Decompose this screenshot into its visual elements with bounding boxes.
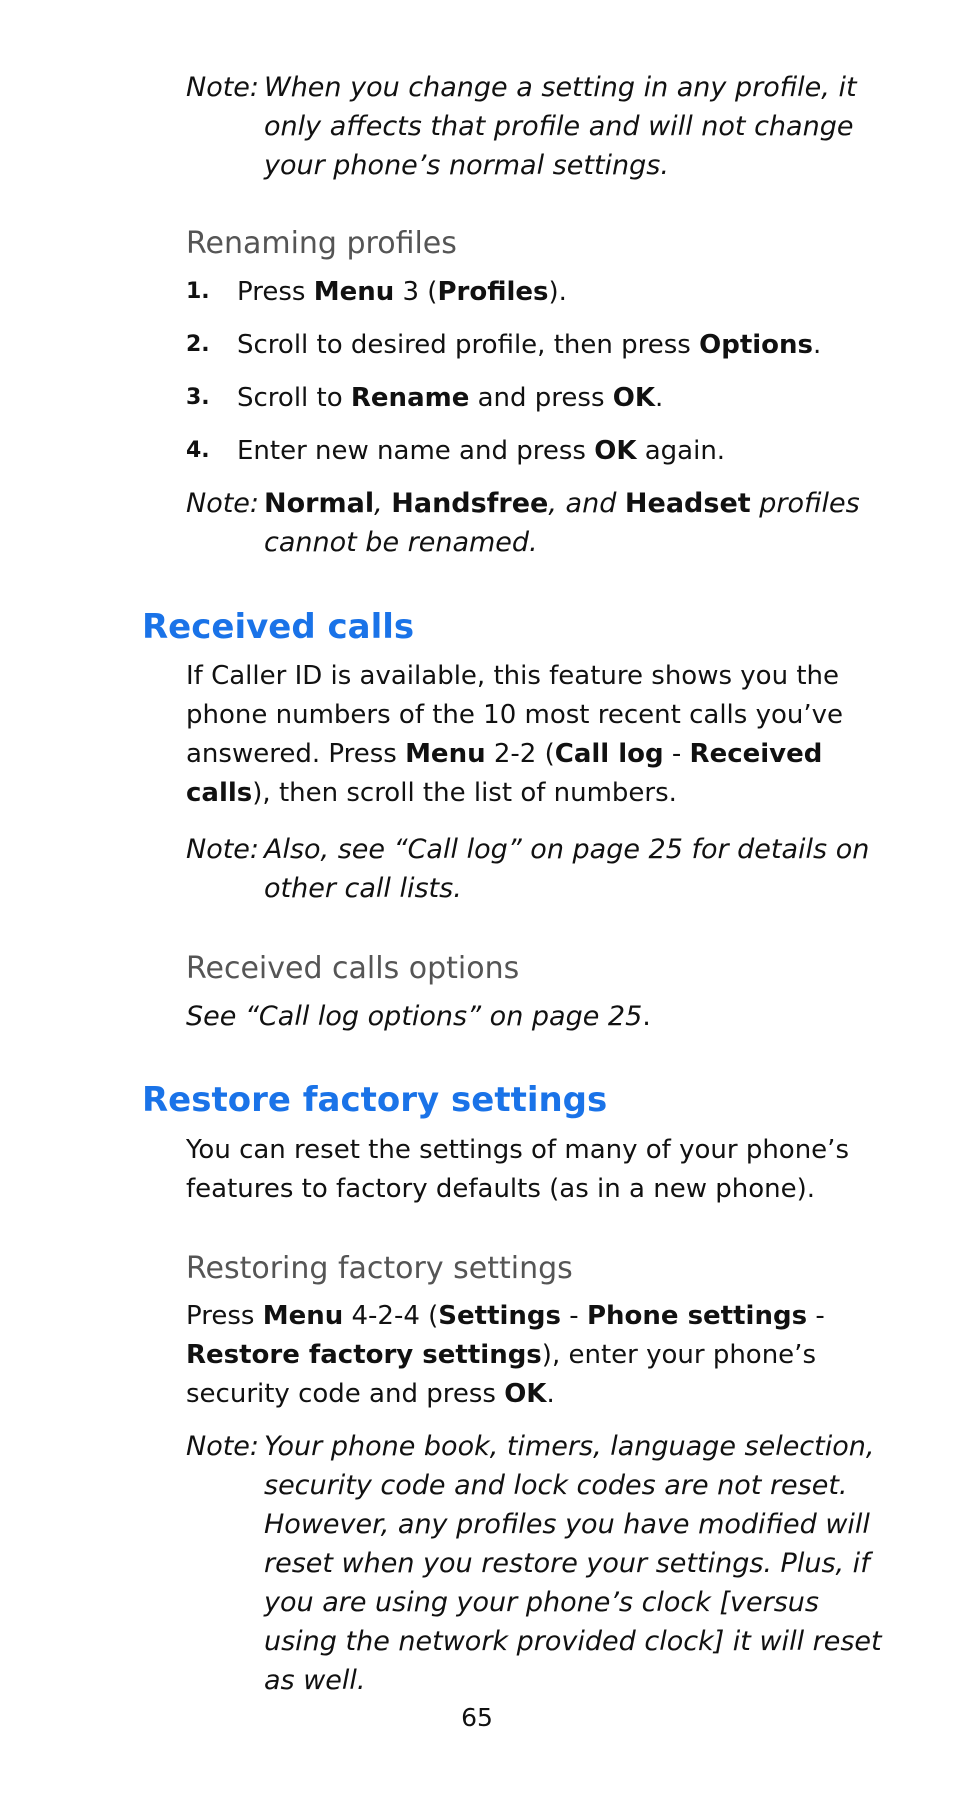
heading-restore-factory-settings: Restore factory settings	[142, 1080, 608, 1120]
restoring-instructions: Press Menu 4-2-4 (Settings - Phone settings - Restore factory settings), enter your phone’s security code and press OK.	[186, 1301, 825, 1409]
step-text: Enter new name and press OK again.	[237, 436, 726, 466]
step-3	[186, 378, 886, 418]
step-number: 2.	[186, 332, 210, 357]
step-text: Scroll to desired profile, then press Options.	[237, 330, 822, 360]
restore-paragraph: You can reset the settings of many of your phone’s features to factory defaults (as in a new phone).	[186, 1135, 849, 1204]
note-call-log	[186, 830, 886, 908]
note-not-reset	[186, 1427, 886, 1700]
step-number: 3.	[186, 385, 210, 410]
note-text: Normal, Handsfree, and Headset profiles cannot be renamed.	[264, 488, 860, 558]
note-profile-settings	[186, 68, 886, 185]
note-label: Note:	[186, 488, 260, 519]
note-text: Your phone book, timers, language selection, security code and lock codes are not reset. However, any profiles you have modified will reset when you restore your settings. Plus, if you are using your phone’s clock [versus using the network provided clock] it will reset as well.	[264, 1431, 882, 1696]
heading-received-calls: Received calls	[142, 607, 415, 647]
received-calls-paragraph: If Caller ID is available, this feature shows you the phone numbers of the 10 most recent calls you’ve answered. Press Menu 2-2 (Call log - Received calls), then scroll the list of numbers.	[186, 661, 844, 808]
subheading-restoring-factory-settings: Restoring factory settings	[186, 1251, 573, 1286]
note-rename-restriction	[186, 484, 886, 562]
note-label: Note:	[186, 834, 260, 865]
step-number: 1.	[186, 279, 210, 304]
subheading-renaming-profiles: Renaming profiles	[186, 226, 457, 261]
note-label: Note:	[186, 72, 260, 103]
received-calls-options-text: See “Call log options” on page 25.	[186, 1001, 651, 1032]
step-number: 4.	[186, 438, 210, 463]
step-text: Press Menu 3 (Profiles).	[237, 277, 567, 307]
step-1	[186, 272, 886, 312]
step-text: Scroll to Rename and press OK.	[237, 383, 664, 413]
step-2	[186, 325, 886, 365]
step-4	[186, 431, 886, 471]
note-label: Note:	[186, 1431, 260, 1462]
note-text: Also, see “Call log” on page 25 for details on other call lists.	[264, 834, 870, 904]
note-text: When you change a setting in any profile, it only affects that profile and will not change your phone’s normal settings.	[264, 72, 857, 181]
page-number: 65	[461, 1703, 493, 1732]
subheading-received-calls-options: Received calls options	[186, 951, 520, 986]
